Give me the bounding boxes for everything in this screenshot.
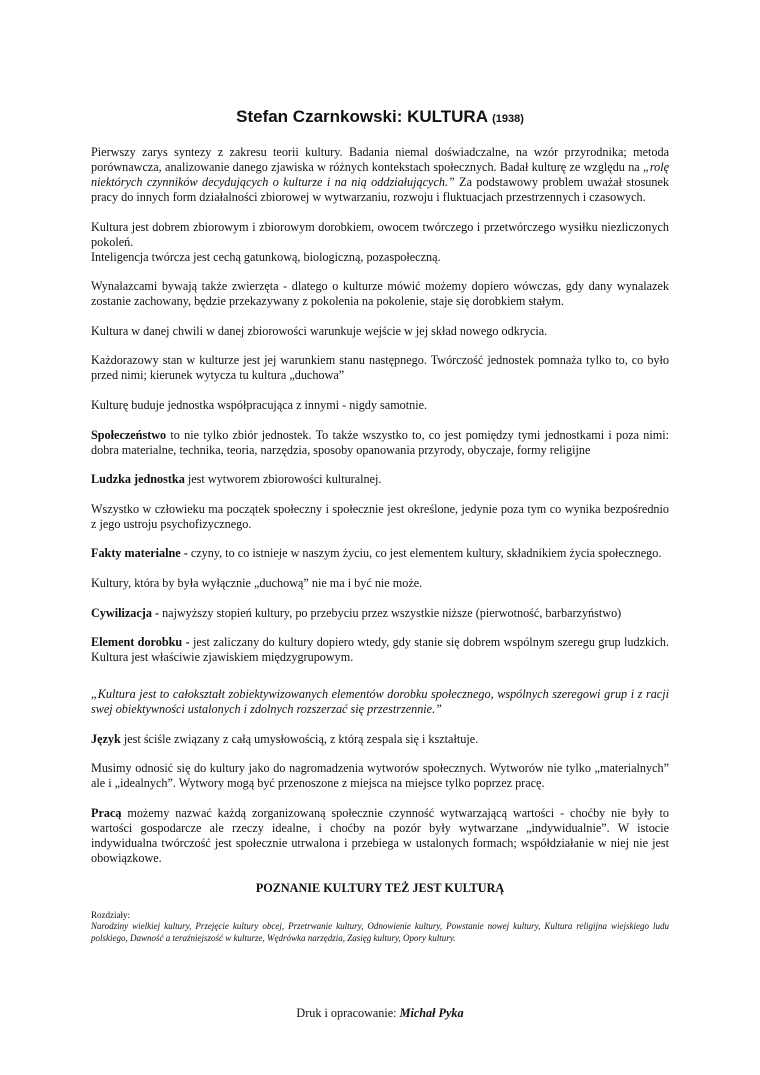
culture-quote: „Kultura jest to całokształt zobiektywizowanych elementów dorobku społecznego, wspólnych szeregowi grup i z racji swej obiektywności ustalonych i zdolnych rozszerzać się przestrzennie.” — [91, 687, 669, 717]
chapters-label: Rozdziały: — [91, 909, 130, 920]
paragraph-culture-state: Każdorazowy stan w kulturze jest jej warunkiem stanu następnego. Twórczość jednostek pomnaża tylko to, co było przed nimi; kierunek wytycza tu kultura „duchowa” — [91, 353, 669, 383]
paragraph-culture-definition: Kultura jest dobrem zbiorowym i zbiorowym dorobkiem, owocem twórczego i przetwórczego wysiłku niezliczonych pokoleń. — [91, 219, 669, 249]
term-civilization: Cywilizacja - — [91, 605, 160, 620]
paragraph-language — [91, 732, 669, 747]
title-year: (1938) — [492, 113, 524, 125]
paragraph-spiritual-culture: Kultury, która by była wyłącznie „duchową” nie ma i być nie może. — [91, 575, 423, 590]
intro-text-end: Za podstawowy problem uważał stosunek pracy do innych form działalności zbiorowej w wytwarzaniu, rozwoju i fluktuacjach przestrzennych i czasowych. — [91, 175, 669, 204]
language-definition: jest ściśle związany z całą umysłowością, z którą zespala się i kształtuje. — [120, 731, 479, 746]
term-language: Język — [91, 731, 121, 746]
material-facts-definition: czyny, to co istnieje w naszym życiu, co jest elementem kultury, składnikiem życia społecznego. — [187, 546, 662, 561]
document-body — [91, 145, 669, 944]
paragraph-social-origin: Wszystko w człowieku ma początek społeczny i społecznie jest określone, jedynie poza tym co wynika bezpośrednio z jego ustroju psychofizycznego. — [91, 501, 669, 531]
paragraph-social-products: Musimy odnosić się do kultury jako do nagromadzenia wytworów społecznych. Wytworów nie tylko „materialnych” ale i „idealnych”. Wytwory mogą być przenoszone z miejsca na miejsce tylko poprzez pracę. — [91, 761, 669, 791]
paragraph-civilization — [91, 606, 669, 621]
society-definition: to nie tylko zbiór jednostek. To także wszystko to, co jest pomiędzy tymi jednostkami i poza nimi: dobra materialne, technika, teoria, narzędzia, sposoby opanowania przyrody, obyczaje, formy religijne — [91, 427, 669, 457]
section-heading: POZNANIE KULTURY TEŻ JEST KULTURĄ — [255, 880, 505, 895]
term-individual: Ludzka jednostka — [91, 472, 185, 487]
paragraph-intro — [91, 145, 669, 205]
intro-text: Pierwszy zarys syntezy z zakresu teorii kultury. Badania niemal doświadczalne, na wzór przyrodnika; metoda porównawcza, analizowanie danego zjawiska w różnych kontekstach społecznych. Badał kulturę ze względu na — [91, 145, 669, 174]
paragraph-inventors: Wynalazcami bywają także zwierzęta - dlatego o kulturze mówić możemy dopiero wówczas, gdy dany wynalazek zostanie zachowany, będzie przekazywany z pokolenia na pokolenie, staje się dorobkiem stałym. — [91, 279, 669, 309]
credit-line — [91, 1006, 669, 1021]
paragraph-individual — [91, 472, 669, 487]
credit-author: Michał Pyka — [399, 1006, 464, 1020]
credit-prefix: Druk i opracowanie: — [296, 1006, 400, 1020]
intro-quote: „rolę niektórych czynników decydujących o kulturze i na nią oddziałujących.” — [91, 160, 670, 189]
work-definition: możemy nazwać każdą zorganizowaną społecznie czynność wytwarzającą wartości - choćby nie były to wartości gospodarcze ale rzeczy idealne, i choćby na pozór były wytwarzane „indywidualnie”. W istocie indywidualna twórczość jest społecznie utrwalona i przebiega w ustalonych formach; współdziałanie w niej nie jest obowiązkowe. — [91, 805, 669, 865]
term-element: Element dorobku - — [91, 635, 190, 650]
term-work: Pracą — [91, 805, 122, 820]
term-material-facts: Fakty materialne - — [91, 546, 188, 561]
title-main: Stefan Czarnkowski: KULTURA — [236, 107, 488, 126]
chapters-list: Narodziny wielkiej kultury, Przejęcie kultury obcej, Przetrwanie kultury, Odnowienie kultury, Powstanie nowej kultury, Kultura religijna wiejskiego ludu polskiego, Dawność a teraźniejszość w kulturze, Wędrówka narzędzia, Zasięg kultury, Opory kultury. — [91, 921, 669, 943]
paragraph-cooperation: Kulturę buduje jednostka współpracująca z innymi - nigdy samotnie. — [91, 397, 428, 412]
civilization-definition: najwyższy stopień kultury, po przebyciu przez wszystkie niższe (pierwotność, barbarzyństwo) — [159, 605, 622, 620]
term-society: Społeczeństwo — [91, 427, 167, 442]
paragraph-work — [91, 806, 669, 866]
paragraph-element — [91, 635, 669, 665]
paragraph-culture-moment: Kultura w danej chwili w danej zbiorowości warunkuje wejście w jej skład nowego odkrycia. — [91, 323, 548, 338]
individual-definition: jest wytworem zbiorowości kulturalnej. — [184, 472, 382, 487]
paragraph-society — [91, 428, 669, 458]
paragraph-material-facts — [91, 546, 669, 561]
chapters-block — [91, 910, 669, 945]
page-title — [91, 107, 669, 129]
element-definition: jest zaliczany do kultury dopiero wtedy, gdy stanie się dobrem wspólnym szeregu grup ludzkich. Kultura jest właściwie zjawiskiem międzygrupowym. — [91, 635, 669, 665]
paragraph-intelligence: Inteligencja twórcza jest cechą gatunkową, biologiczną, pozaspołeczną. — [91, 249, 441, 264]
